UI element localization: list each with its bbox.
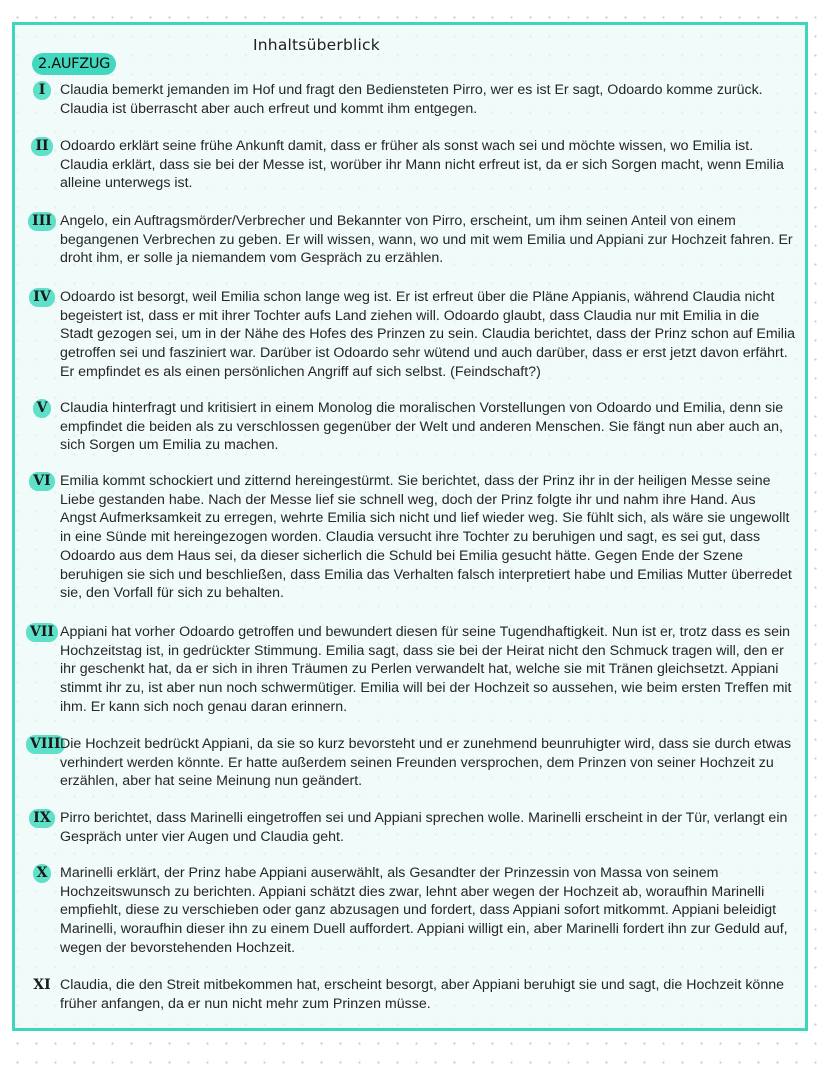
scene-number (26, 976, 58, 995)
scene-summary: Emilia kommt schockiert und zitternd hereingestürmt. Sie berichtet, dass der Prinz ihr in der heiligen Messe seine Liebe gestanden habe. Nach der Messe lief sie schnell weg, doch der Prinz folgte ihr und nahm ihre Hand. Aus Angst Aufmerksamkeit zu erregen, wehrte Emilia sich nicht und lief wieder weg. Sie fühlt sich, als wäre sie ungewollt in eine Sünde mit hereingezogen worden. Claudia versucht ihre Tochter zu beruhigen und sagt, es sei gut, dass Odoardo aus dem Haus sei, da dieser sicherlich die Schuld bei Emilia gesucht hätte. Gegen Ende der Szene beruhigen sie sich und beschließen, dass Emilia das Verhalten falsch interpretiert habe und Emilias Mutter überredet sie, den Vorfall für sich zu behalten. (60, 473, 792, 602)
scene-number-label: VIII (26, 735, 65, 754)
scene-number (26, 864, 58, 883)
scene-number-label: X (33, 864, 52, 883)
scene-number-label: VI (29, 472, 54, 491)
scene-number-label: IX (29, 809, 54, 828)
scene-summary: Die Hochzeit bedrückt Appiani, da sie so kurz bevorsteht und er zunehmend beunruhigter wird, dass sie durch etwas verhindert werden könnte. Er hatte außerdem seinen Freunden versprochen, dem Prinzen von seiner Hochzeit zu erzählen, aber hat seine Meinung nun geändert. (60, 736, 792, 790)
scene-number (26, 81, 58, 100)
scene-summary: Appiani hat vorher Odoardo getroffen und bewundert diesen für seine Tugendhaftigkeit. Nun ist er, trotz dass es sein Hochzeitstag ist, in gedrückter Stimmung. Emilia sagt, dass sie bei der Heirat nicht den Schmuck tragen will, den er ihr geschenkt hat, da er sich in ihren Träumen zu Perlen verwandelt hat, welche sie mit Tränen gleichsetzt. Appiani stimmt ihr zu, ist aber nun noch schwermütiger. Emilia will bei der Hochzeit so aussehen, wie beim ersten Treffen mit ihm. Er kann sich noch genau daran erinnern. (60, 624, 792, 715)
scene-summary: Marinelli erklärt, der Prinz habe Appiani auserwählt, als Gesandter der Prinzessin von Massa von seinem Hochzeitswunsch zu berichten. Appiani schätzt dies zwar, lehnt aber wegen der Hochzeit ab, woraufhin Marinelli empfiehlt, diese zu verschieben oder ganz abzusagen und fordert, dass Appiani sofort mitkommt. Appiani beleidigt Marinelli, woraufhin dieser ihn zu einem Duell auffordert. Appiani willigt ein, aber Marinelli fordert ihn zur Geduld auf, wegen der bevorstehenden Hochzeit. (60, 865, 788, 956)
scene-number-label: I (33, 81, 51, 100)
scene-number-label: IV (29, 288, 54, 307)
scene-number-label: V (33, 399, 52, 418)
scene-number (26, 623, 58, 642)
scene-summary: Odoardo ist besorgt, weil Emilia schon lange weg ist. Er ist erfreut über die Pläne Appianis, während Claudia nicht begeistert ist, dass er mit ihrer Tochter aufs Land ziehen will. Odoardo glaubt, dass Claudia nur mit Emilia in die Stadt gezogen sei, um in der Nähe des Hofes des Prinzen zu sein. Claudia berichtet, dass der Prinz schon auf Emilia getroffen sei und fasziniert war. Darüber ist Odoardo sehr wütend und auch darüber, dass er erst jetzt davon erfährt. Er empfindet es als einen persönlichen Angriff auf sich selbst. (Feindschaft?) (60, 289, 795, 380)
scene-number (26, 137, 58, 156)
scene-number (26, 809, 58, 828)
scene-number (26, 735, 61, 754)
scene-number (26, 212, 58, 231)
scene-summary: Claudia bemerkt jemanden im Hof und fragt den Bediensteten Pirro, wer es ist Er sagt, Odoardo komme zurück. Claudia ist überrascht aber auch erfreut und kommt ihm entgegen. (60, 82, 763, 117)
scene-summary: Claudia hinterfragt und kritisiert in einem Monolog die moralischen Vorstellungen von Odoardo und Emilia, denn sie empfindet die beiden als zu verschlossen gegenüber der Welt und anderen Menschen. Sie fängt nun aber auch an, sich Sorgen um Emilia zu machen. (60, 400, 784, 454)
scene-summary: Claudia, die den Streit mitbekommen hat, erscheint besorgt, aber Appiani beruhigt sie und sagt, die Hochzeit könne früher anfangen, da er nun nicht mehr zum Prinzen müsse. (60, 977, 784, 1012)
scene-number (26, 288, 58, 307)
scene-number-label: XI (33, 977, 51, 993)
act-label: 2.AUFZUG (32, 53, 116, 75)
scene-summary: Angelo, ein Auftragsmörder/Verbrecher und Bekannter von Pirro, erscheint, um ihm seinen Anteil von einem begangenen Verbrechen zu geben. Er will wissen, wann, wo und mit wem Emilia und Appiani zur Hochzeit fahren. Er droht ihm, er solle ja niemandem vom Gespräch zu erzählen. (60, 213, 793, 267)
scene-number-label: III (28, 212, 56, 231)
scene-number-label: II (31, 137, 52, 156)
page-title: Inhaltsüberblick (253, 36, 380, 54)
scene-summary: Pirro berichtet, dass Marinelli eingetroffen sei und Appiani sprechen wolle. Marinelli erscheint in der Tür, verlangt ein Gespräch unter vier Augen und Claudia geht. (60, 810, 788, 845)
scene-summary: Odoardo erklärt seine frühe Ankunft damit, dass er früher als sonst wach sei und möchte wissen, wo Emilia ist. Claudia erklärt, dass sie bei der Messe ist, worüber ihr Mann nicht erfreut ist, da er sich Sorgen macht, wenn Emilia alleine unterwegs ist. (60, 138, 784, 192)
scene-number (26, 472, 58, 491)
scene-number-label: VII (26, 623, 58, 642)
scene-number (26, 399, 58, 418)
